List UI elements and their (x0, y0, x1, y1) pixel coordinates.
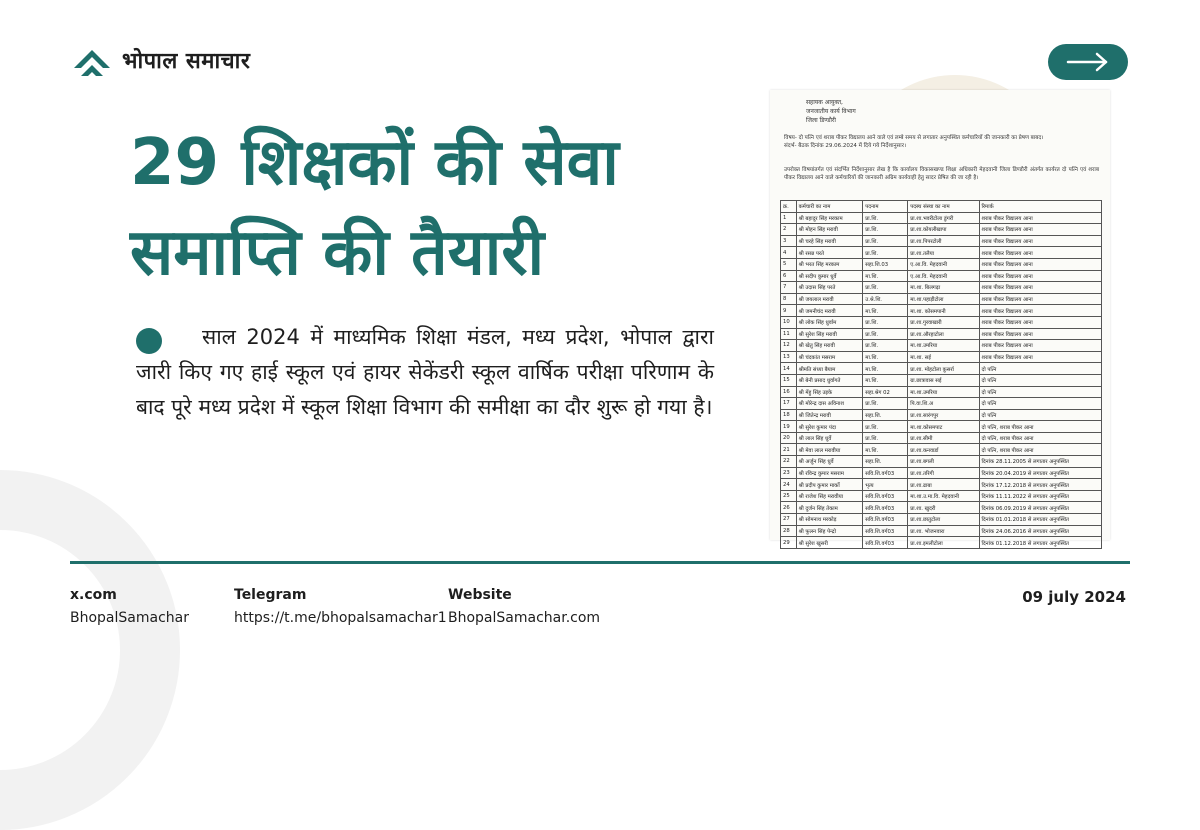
letter-subject (784, 134, 1099, 150)
table-row (781, 305, 1102, 317)
table-cell: सहा.शि.03 (863, 258, 908, 270)
footer-x-handle[interactable]: BhopalSamachar (70, 610, 189, 626)
table-cell: मा.शा.कोसमपाट (908, 421, 979, 433)
table-cell: श्री खेतु सिंह मरावी (796, 340, 863, 352)
table-cell: 11 (781, 328, 797, 340)
table-cell: श्री जमनीचंद मरावी (796, 305, 863, 317)
letter-subject-text: विषय- दो पत्नि एवं शराब पीकर विद्यालय आने वाले एवं लम्बे समय से लगातार अनुपस्थित कर्मचारियों की जानकारी का प्रेषण बाबद। (784, 135, 1044, 141)
table-cell: 1 (781, 212, 797, 224)
footer-x-label: x.com (70, 587, 117, 603)
table-header-cell: पदस्थ संस्था का नाम (908, 201, 979, 213)
table-cell: 28 (781, 525, 797, 537)
table-row (781, 409, 1102, 421)
table-cell: शराब पीकर विद्यालय आना (979, 293, 1102, 305)
table-cell: ग्रा.छात्रावास सई (908, 374, 979, 386)
table-cell: 5 (781, 258, 797, 270)
table-cell: सहा.श्रेग 02 (863, 386, 908, 398)
table-cell: दो पत्नि (979, 363, 1102, 375)
table-cell: 3 (781, 235, 797, 247)
table-cell: 23 (781, 467, 797, 479)
table-cell: प्रा.शा.ढाबा (908, 479, 979, 491)
table-cell: प्रा.शि. (863, 340, 908, 352)
table-header-cell: रिमार्क (979, 201, 1102, 213)
table-cell: शराब पीकर विद्यालय आना (979, 305, 1102, 317)
table-cell: मा.शा.उ.मा.वि. मेहदवानी (908, 490, 979, 502)
table-cell: प्रा.शा.भवरीटोला डुंगरी (908, 212, 979, 224)
table-cell: शराब पीकर विद्यालय आना (979, 328, 1102, 340)
table-cell: 29 (781, 537, 797, 549)
official-letter-image (770, 90, 1110, 547)
table-cell: प्रा.शा.छातुटोला (908, 514, 979, 526)
table-cell: दो पत्नि, शराब पीकर आना (979, 421, 1102, 433)
footer-x[interactable] (70, 586, 189, 627)
table-cell: 4 (781, 247, 797, 259)
table-cell: सवि.शि.वर्ग03 (863, 514, 908, 526)
footer-telegram-label: Telegram (234, 587, 307, 603)
table-row (781, 212, 1102, 224)
table-cell: श्री सुरेश खुसरी (796, 537, 863, 549)
table-row (781, 224, 1102, 236)
letter-body: उपरोक्त विषयांतर्गत एवं संदर्भित निर्देशानुसार लेख है कि कार्यालय विकासखण्ड शिक्षा अधिकारी मेहदवानी जिला डिण्डौरी अंतर्गत कार्यरत दो पत्नि एवं शराब पीकर विद्यालय आने वाले कर्मचारियों की जानकारी अग्रिम कार्यवाही हेतु सादर प्रेषित की जा रही है। (784, 167, 1099, 181)
table-cell: सवि.शि.वर्ग03 (863, 502, 908, 514)
table-row (781, 490, 1102, 502)
table-cell: दिनांक 11.11.2022 से लगातार अनुपस्थित (979, 490, 1102, 502)
table-cell: प्रा.शि. (863, 235, 908, 247)
table-cell: प्रा.शि. (863, 432, 908, 444)
table-cell: सहा.शि. (863, 409, 908, 421)
table-cell: मा.शा.पहाड़ीटोला (908, 293, 979, 305)
table-cell: श्री बहादुर सिंह मरकाम (796, 212, 863, 224)
table-row (781, 386, 1102, 398)
table-header-row (781, 201, 1102, 213)
letter-header-line: सहायक आयुक्त, (806, 99, 843, 106)
table-cell: मा.शा.उमरिया (908, 386, 979, 398)
table-cell: दो पत्नि (979, 398, 1102, 410)
table-row (781, 502, 1102, 514)
table-cell: शराब पीकर विद्यालय आना (979, 212, 1102, 224)
table-cell: प्रा.शा.कनवार्डा (908, 444, 979, 456)
table-cell: सवि.शि.वर्ग03 (863, 537, 908, 549)
table-cell: 25 (781, 490, 797, 502)
table-cell: मा.शि. (863, 270, 908, 282)
footer-website-label: Website (448, 587, 512, 603)
table-cell: श्री सदीप कुमार धुर्वे (796, 270, 863, 282)
table-cell: प्रा.शि. (863, 212, 908, 224)
table-cell: 6 (781, 270, 797, 282)
table-cell: प्रा.शा.तरिगी (908, 467, 979, 479)
table-cell: सवि.शि.वर्ग03 (863, 490, 908, 502)
table-cell: 20 (781, 432, 797, 444)
staff-table (780, 200, 1102, 549)
table-cell: प्रा.शा.कोयलीखापा (908, 224, 979, 236)
table-cell: श्री बेनी प्रसाद धुर्वागते (796, 374, 863, 386)
table-cell: प्रा.शि. (863, 421, 908, 433)
table-cell: श्री रविन्द्र कुमार मसराम (796, 467, 863, 479)
table-row (781, 467, 1102, 479)
table-header-cell: पदनाम (863, 201, 908, 213)
table-cell: श्री राजेश सिंह मरावीया (796, 490, 863, 502)
table-cell: श्री जितेन्द्र मरावी (796, 409, 863, 421)
table-cell: ए.आ.वि. मेहदवानी (908, 270, 979, 282)
table-cell: मा.शि. (863, 374, 908, 386)
table-cell: 7 (781, 282, 797, 294)
arrow-right-icon (1066, 52, 1110, 72)
table-cell: प्रा.शा. खुदरी (908, 502, 979, 514)
table-cell: दो पत्नि (979, 386, 1102, 398)
footer-website-link[interactable]: BhopalSamachar.com (448, 610, 601, 626)
next-arrow-button[interactable] (1048, 44, 1128, 80)
table-row (781, 456, 1102, 468)
table-row (781, 537, 1102, 549)
headline (130, 118, 770, 298)
table-cell: श्री चरहे सिंह मरावी (796, 235, 863, 247)
table-cell: 16 (781, 386, 797, 398)
table-row (781, 235, 1102, 247)
table-cell: श्री लोक सिंह धुर्वाम (796, 316, 863, 328)
table-cell: 27 (781, 514, 797, 526)
table-cell: श्री चंदकांत मसराम (796, 351, 863, 363)
table-cell: 15 (781, 374, 797, 386)
table-cell: दो पत्नि, शराब पीकर आना (979, 432, 1102, 444)
table-cell: श्रीमति संध्या बैयाम (796, 363, 863, 375)
table-cell: शराब पीकर विद्यालय आना (979, 282, 1102, 294)
table-cell: दो पत्नि (979, 409, 1102, 421)
table-cell: 12 (781, 340, 797, 352)
table-cell: 8 (781, 293, 797, 305)
table-cell: 22 (781, 456, 797, 468)
table-row (781, 247, 1102, 259)
table-cell: मा.शि. (863, 444, 908, 456)
table-cell: प्रा.शा.पिपरटोली (908, 235, 979, 247)
table-cell: शराब पीकर विद्यालय आना (979, 270, 1102, 282)
table-cell: दिनांक 28.11.2005 से लगातार अनुपस्थित (979, 456, 1102, 468)
table-cell: दो पत्नि, शराब पीकर आना (979, 444, 1102, 456)
table-cell: प्रा.शा.औरहाटोला (908, 328, 979, 340)
letter-reference-text: संदर्भ- बैठक दिनांक 29.06.2024 में दिये गये निर्देशानुसार। (784, 143, 907, 149)
footer-divider (70, 561, 1130, 564)
table-cell: भृत्य (863, 479, 908, 491)
table-cell: प्रा.शि. (863, 282, 908, 294)
table-cell: श्री सुरेश सिंह मरावी (796, 328, 863, 340)
table-cell: प्रा.शि. (863, 247, 908, 259)
table-cell: दिनांक 20.04.2019 से लगातार अनुपस्थित (979, 467, 1102, 479)
headline-line-2: समाप्ति की तैयारी (130, 216, 545, 290)
headline-line-1: 29 शिक्षकों की सेवा (130, 126, 619, 200)
table-cell: सहा.शि. (863, 456, 908, 468)
brand-name: भोपाल समाचार (122, 49, 251, 74)
table-cell: प्रा.शा.तलैया (908, 247, 979, 259)
table-row (781, 316, 1102, 328)
table-cell: उ.श्रे.शि. (863, 293, 908, 305)
table-cell: दो पत्नि (979, 374, 1102, 386)
table-cell: 9 (781, 305, 797, 317)
table-cell: श्री अर्जुन सिंह धुर्वे (796, 456, 863, 468)
table-body (781, 212, 1102, 548)
table-row (781, 444, 1102, 456)
table-cell: प्रा.शा.इमलीटोला (908, 537, 979, 549)
table-cell: प्रा.शा. भोजनवारा (908, 525, 979, 537)
table-cell: श्री मेवा लाल मरावीया (796, 444, 863, 456)
table-row (781, 432, 1102, 444)
table-cell: शराब पीकर विद्यालय आना (979, 258, 1102, 270)
table-cell: सवि.शि.वर्ग03 (863, 525, 908, 537)
table-cell: 24 (781, 479, 797, 491)
table-cell: शराब पीकर विद्यालय आना (979, 224, 1102, 236)
table-cell: 19 (781, 421, 797, 433)
table-cell: श्री दुर्जन सिंह तेकाम (796, 502, 863, 514)
table-header-cell: क्र. (781, 201, 797, 213)
table-cell: दिनांक 01.12.2018 से लगातार अनुपस्थित (979, 537, 1102, 549)
footer-telegram-link[interactable]: https://t.me/bhopalsamachar1 (234, 610, 447, 626)
table-cell: शराब पीकर विद्यालय आना (979, 316, 1102, 328)
table-row (781, 328, 1102, 340)
table-cell: पि.वा.शि.अ (908, 398, 979, 410)
table-cell: प्रा.शा.सीमी (908, 432, 979, 444)
table-cell: श्री फूलन सिंह पेन्द्रो (796, 525, 863, 537)
table-cell: श्री सुरेश कुमार पंदा (796, 421, 863, 433)
table-cell: प्रा.शि. (863, 328, 908, 340)
table-cell: दिनांक 06.09.2019 से लगातार अनुपस्थित (979, 502, 1102, 514)
table-cell: श्री सोमनाथ मरकोड़ (796, 514, 863, 526)
table-cell: 14 (781, 363, 797, 375)
table-cell: मा.शि. (863, 363, 908, 375)
table-cell: शराब पीकर विद्यालय आना (979, 247, 1102, 259)
table-cell: प्रा.शा.बगली (908, 456, 979, 468)
table-cell: दिनांक 17.12.2018 से लगातार अनुपस्थित (979, 479, 1102, 491)
table-cell: दिनांक 01.01.2018 से लगातार अनुपस्थित (979, 514, 1102, 526)
table-cell: मा.शा. सई (908, 351, 979, 363)
table-cell: श्री मोहन सिंह मरावी (796, 224, 863, 236)
table-cell: 13 (781, 351, 797, 363)
table-cell: प्रा.शा. मोहटोला कुसर्रा (908, 363, 979, 375)
table-cell: प्रा.शा.गुरवाखारी (908, 316, 979, 328)
letter-header-line: जिला डिण्डौरी (806, 117, 836, 124)
table-cell: श्री प्रदीप कुमार मार्को (796, 479, 863, 491)
table-cell: मा.शि. (863, 351, 908, 363)
footer-website[interactable] (448, 586, 600, 627)
table-row (781, 374, 1102, 386)
table-cell: ए.आ.वि. मेहदवानी (908, 258, 979, 270)
table-cell: 26 (781, 502, 797, 514)
table-cell: प्रा.शि. (863, 316, 908, 328)
article-paragraph: साल 2024 में माध्यमिक शिक्षा मंडल, मध्य प्रदेश, भोपाल द्वारा जारी किए गए हाई स्कूल एवं हायर सेकेंडरी स्कूल वार्षिक परीक्षा परिणाम के बाद पूरे मध्य प्रदेश में स्कूल शिक्षा विभाग की समीक्षा का दौर शुरू हो गया है। (136, 325, 714, 419)
table-cell: शराब पीकर विद्यालय आना (979, 340, 1102, 352)
table-cell: शराब पीकर विद्यालय आना (979, 235, 1102, 247)
table-cell: श्री रसन्न परते (796, 247, 863, 259)
table-row (781, 398, 1102, 410)
table-cell: शराब पीकर विद्यालय आना (979, 351, 1102, 363)
table-cell: 21 (781, 444, 797, 456)
table-cell: मा.शि. (863, 305, 908, 317)
table-row (781, 270, 1102, 282)
table-row (781, 525, 1102, 537)
table-cell: प्रा.शि. (863, 398, 908, 410)
letter-header (806, 98, 856, 125)
table-row (781, 363, 1102, 375)
table-cell: प्रा.शा.सारंगपुर (908, 409, 979, 421)
table-row (781, 258, 1102, 270)
table-cell: दिनांक 24.06.2016 से लगातार अनुपस्थित (979, 525, 1102, 537)
table-header-cell: कर्मचारी का नाम (796, 201, 863, 213)
table-row (781, 351, 1102, 363)
chevron-logo-icon (72, 42, 112, 78)
letter-header-line: जनजातीय कार्य विभाग (806, 108, 856, 115)
table-row (781, 514, 1102, 526)
table-row (781, 340, 1102, 352)
table-row (781, 421, 1102, 433)
table-cell: सवि.शि.वर्ग03 (863, 467, 908, 479)
table-cell: श्री उदास सिंह परते (796, 282, 863, 294)
table-row (781, 282, 1102, 294)
table-cell: 17 (781, 398, 797, 410)
table-cell: 18 (781, 409, 797, 421)
table-cell: 10 (781, 316, 797, 328)
table-cell: मा.शा. बिलगढ़ा (908, 282, 979, 294)
table-cell: 2 (781, 224, 797, 236)
table-cell: श्री मेंहु सिंह उइके (796, 386, 863, 398)
table-row (781, 479, 1102, 491)
brand-logo[interactable] (72, 42, 250, 78)
table-cell: मा.शा.उमरिया (908, 340, 979, 352)
background-arc-decoration (0, 470, 180, 830)
table-cell: मा.शा. कोसमपानी (908, 305, 979, 317)
table-cell: श्री जयलाल मरावी (796, 293, 863, 305)
footer-telegram[interactable] (234, 586, 447, 627)
publish-date: 09 july 2024 (1022, 588, 1126, 606)
table-cell: श्री भरत सिंह मरकाम (796, 258, 863, 270)
table-cell: श्री लाल सिंह धुर्वे (796, 432, 863, 444)
table-row (781, 293, 1102, 305)
table-cell: प्रा.शि. (863, 224, 908, 236)
table-cell: श्री मोरेन्द्र दास अविनाश (796, 398, 863, 410)
